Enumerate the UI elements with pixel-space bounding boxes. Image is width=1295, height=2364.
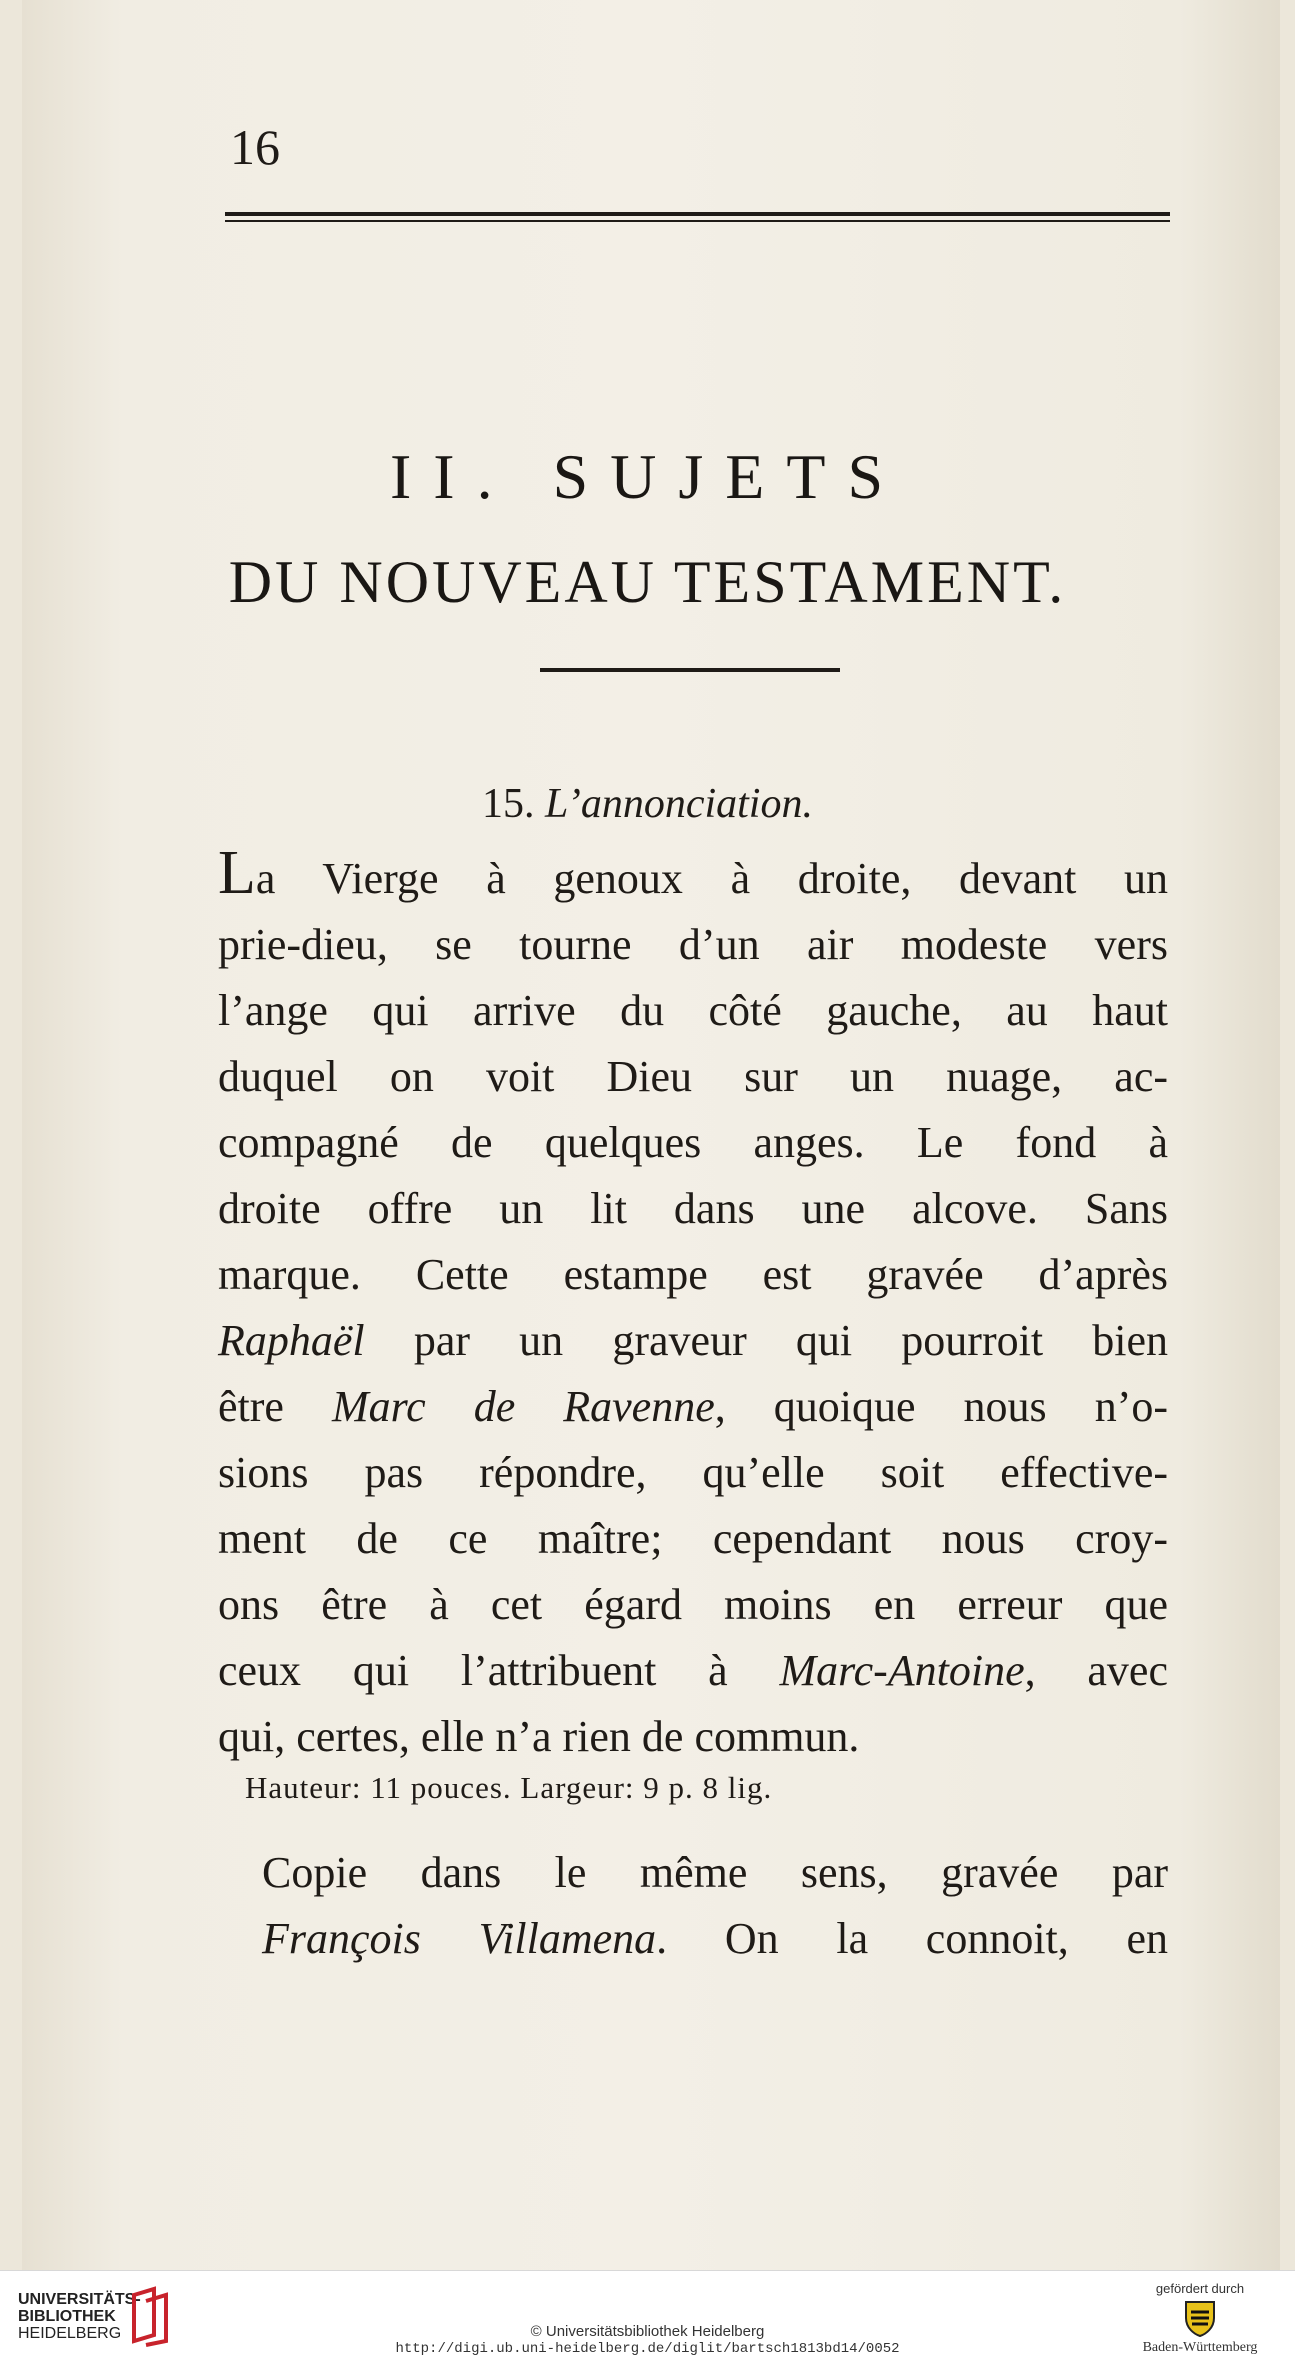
funded-by-label: gefördert durch [1155,2281,1245,2296]
text-line [262,1906,1168,1972]
text-line [218,840,1168,912]
bw-coat-of-arms-icon [1180,2298,1220,2338]
text-line [218,1440,1168,1506]
copy-paragraph [262,1840,1168,1972]
text-line [218,912,1168,978]
text-line [262,1840,1168,1906]
text-run: par un graveur qui pourroit bien [364,1316,1168,1365]
entry-body [218,840,1168,1770]
text-run: . On la connoit, en [656,1914,1168,1963]
italic-name: Raphaël [218,1316,365,1365]
text-run: être [218,1382,332,1431]
text-run: , quoique nous n’o- [714,1382,1169,1431]
dimensions-line: Hauteur: 11 pouces. Largeur: 9 p. 8 lig. [245,1770,773,1805]
section-title-line1: II. SUJETS [389,441,906,512]
drop-cap: L [218,839,256,907]
funder-name: Baden-Württemberg [1142,2340,1258,2355]
permalink-url[interactable]: http://digi.ub.uni-heidelberg.de/diglit/bartsch1813bd14/0052 [395,2341,900,2357]
text-run: marque. Cette estampe est gravée d’après [218,1250,1168,1299]
text-line [218,978,1168,1044]
library-name-line1: UNIVERSITÄTS- [18,2291,141,2308]
text-run: ons être à cet égard moins en erreur que [218,1580,1168,1629]
text-run: droite offre un lit dans une alcove. Sans [218,1184,1168,1233]
text-run: ceux qui l’attribuent à [218,1646,780,1695]
section-title-line2: DU NOUVEAU TESTAMENT. [228,549,1067,615]
text-run: sions pas répondre, qu’elle soit effective- [218,1448,1168,1497]
text-line [218,1176,1168,1242]
italic-name: François Villamena [262,1914,657,1963]
text-run: , avec [1024,1646,1168,1695]
footer-bar [0,2270,1295,2364]
entry-title: L’annonciation. [545,781,813,827]
text-run: Copie dans le même sens, gravée par [262,1848,1168,1897]
text-line [218,1506,1168,1572]
text-run: duquel on voit Dieu sur un nuage, ac- [218,1052,1168,1101]
funding-notice[interactable] [1125,2281,1275,2356]
text-run: qui, certes, elle n’a rien de commun. [218,1712,860,1761]
library-name-line2: BIBLIOTHEK [18,2308,116,2325]
copyright-notice: © Universitätsbibliothek Heidelberg [530,2323,765,2340]
text-line [218,1704,1168,1770]
entry-number: 15. [482,781,535,827]
text-line [218,1638,1168,1704]
text-line [218,1374,1168,1440]
text-line [218,1572,1168,1638]
text-run: l’ange qui arrive du côté gauche, au haut [218,986,1168,1035]
text-line [218,1308,1168,1374]
text-run: ment de ce maître; cependant nous croy- [218,1514,1168,1563]
title-rule [540,668,840,672]
entry-heading [0,780,1295,828]
text-line [218,1242,1168,1308]
text-line [218,1044,1168,1110]
text-run: compagné de quelques anges. Le fond à [218,1118,1168,1167]
italic-name: Marc-Antoine [779,1646,1025,1695]
header-rule [225,212,1170,222]
italic-name: Marc de Ravenne [331,1382,715,1431]
library-name-line3: HEIDELBERG [18,2325,122,2342]
text-line [218,1110,1168,1176]
text-run: prie-dieu, se tourne d’un air modeste vers [218,920,1168,969]
text-run: a Vierge à genoux à droite, devant un [255,854,1168,903]
page-number: 16 [230,119,280,175]
